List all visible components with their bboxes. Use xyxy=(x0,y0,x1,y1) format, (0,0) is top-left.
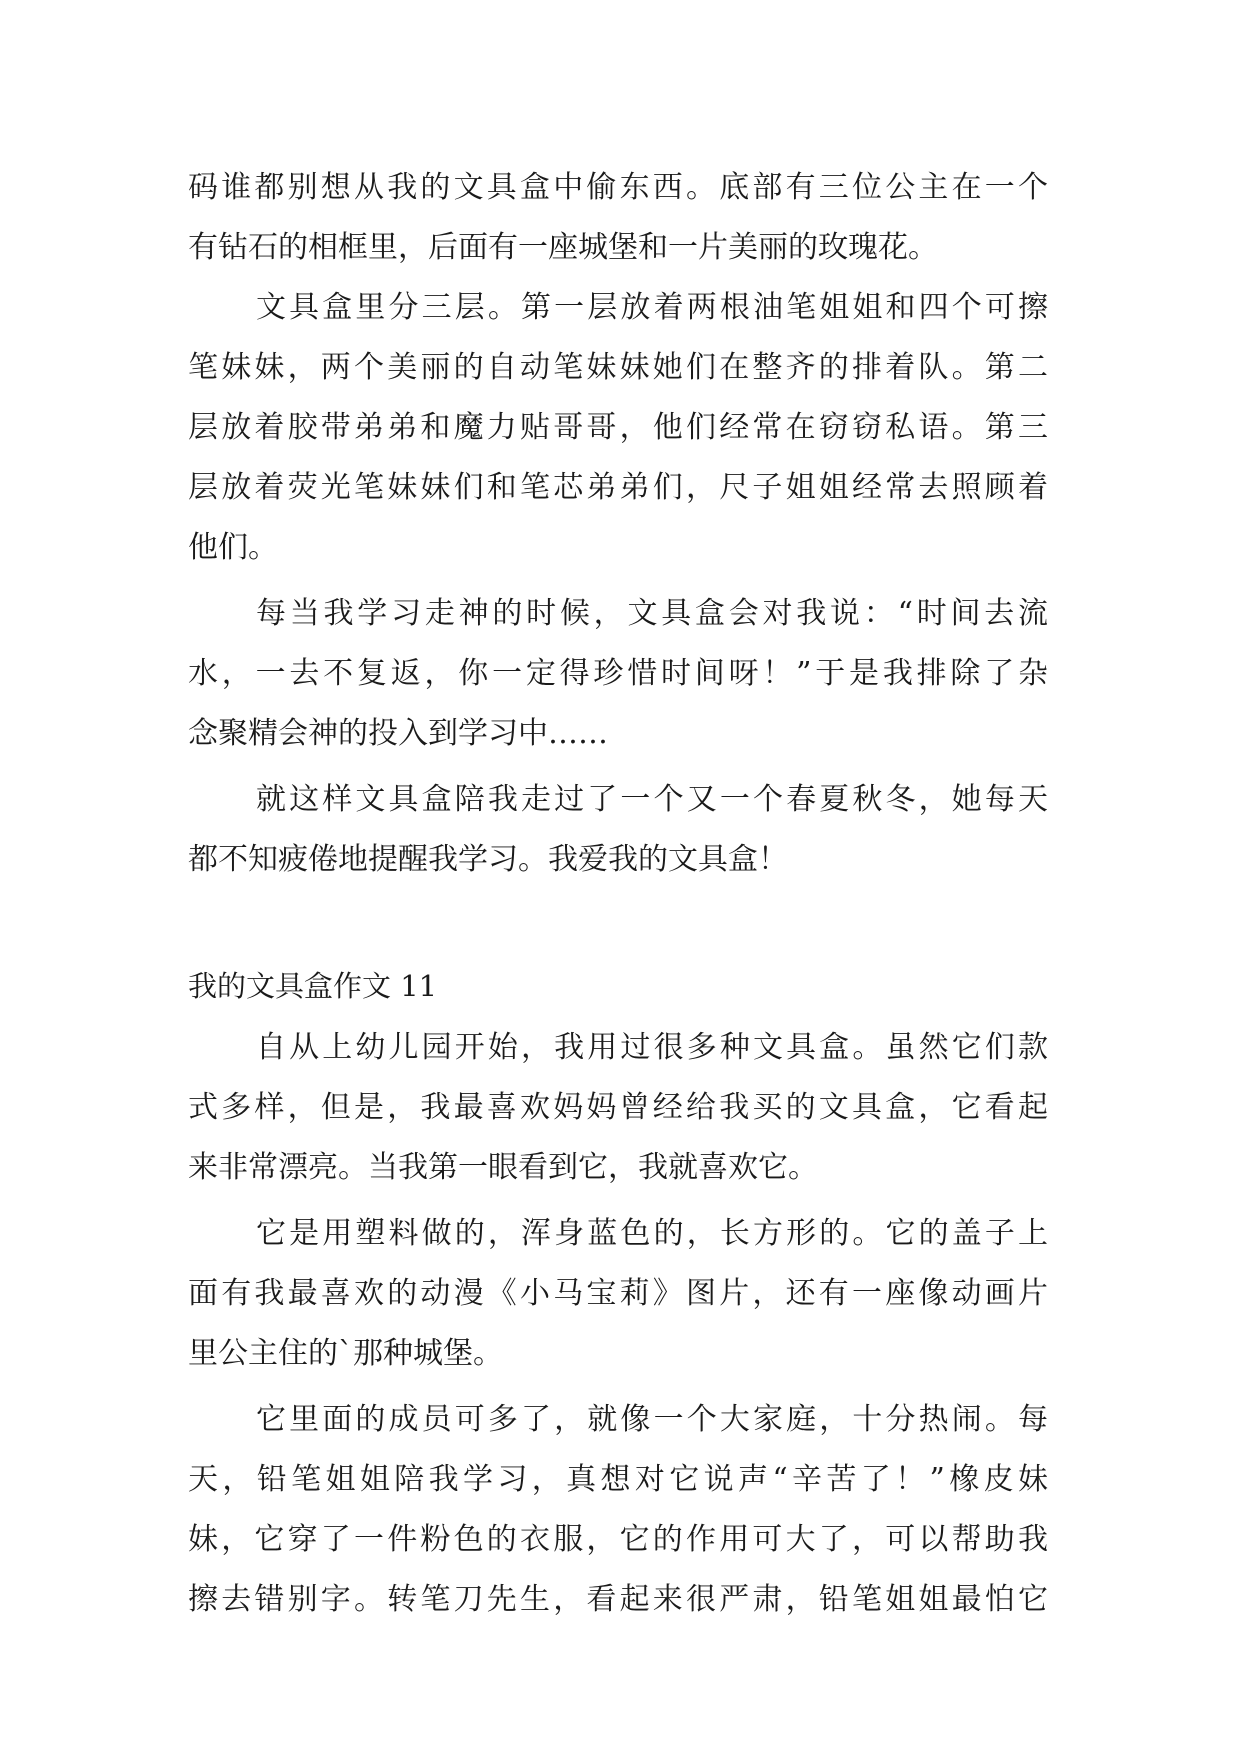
paragraph-line: 它里面的成员可多了，就像一个大家庭，十分热闹。每 xyxy=(256,1402,1048,1437)
paragraph-line: 他们。 xyxy=(188,530,278,565)
section-heading: 我的文具盒作文 11 xyxy=(188,969,438,1003)
paragraph-line: 面有我最喜欢的动漫《小马宝莉》图片，还有一座像动画片 xyxy=(188,1276,1048,1311)
paragraph-line: 文具盒里分三层。第一层放着两根油笔姐姐和四个可擦 xyxy=(256,290,1048,325)
paragraph-line: 有钻石的相框里，后面有一座城堡和一片美丽的玫瑰花。 xyxy=(188,230,938,265)
paragraph-line: 层放着胶带弟弟和魔力贴哥哥，他们经常在窃窃私语。第三 xyxy=(188,410,1048,445)
paragraph-line: 自从上幼儿园开始，我用过很多种文具盒。虽然它们款 xyxy=(256,1030,1048,1065)
paragraph-line: 式多样，但是，我最喜欢妈妈曾经给我买的文具盒，它看起 xyxy=(188,1090,1048,1125)
paragraph-line: 每当我学习走神的时候，文具盒会对我说：“时间去流 xyxy=(256,596,1048,631)
paragraph-line: 就这样文具盒陪我走过了一个又一个春夏秋冬，她每天 xyxy=(256,782,1048,817)
paragraph-line: 都不知疲倦地提醒我学习。我爱我的文具盒！ xyxy=(188,842,788,877)
paragraph-line: 笔妹妹，两个美丽的自动笔妹妹她们在整齐的排着队。第二 xyxy=(188,350,1048,385)
paragraph-line: 里公主住的`那种城堡。 xyxy=(188,1336,503,1371)
paragraph-line: 水，一去不复返，你一定得珍惜时间呀！”于是我排除了杂 xyxy=(188,656,1048,691)
paragraph-line: 念聚精会神的投入到学习中…… xyxy=(188,716,608,751)
paragraph-line: 码谁都别想从我的文具盒中偷东西。底部有三位公主在一个 xyxy=(188,170,1048,205)
paragraph-line: 擦去错别字。转笔刀先生，看起来很严肃，铅笔姐姐最怕它 xyxy=(188,1582,1048,1617)
paragraph-line: 层放着荧光笔妹妹们和笔芯弟弟们，尺子姐姐经常去照顾着 xyxy=(188,470,1048,505)
paragraph-line: 妹，它穿了一件粉色的衣服，它的作用可大了，可以帮助我 xyxy=(188,1522,1048,1557)
paragraph-line: 来非常漂亮。当我第一眼看到它，我就喜欢它。 xyxy=(188,1150,818,1185)
paragraph-line: 天，铅笔姐姐陪我学习，真想对它说声“辛苦了！”橡皮妹 xyxy=(188,1462,1048,1497)
paragraph-line: 它是用塑料做的，浑身蓝色的，长方形的。它的盖子上 xyxy=(256,1216,1048,1251)
